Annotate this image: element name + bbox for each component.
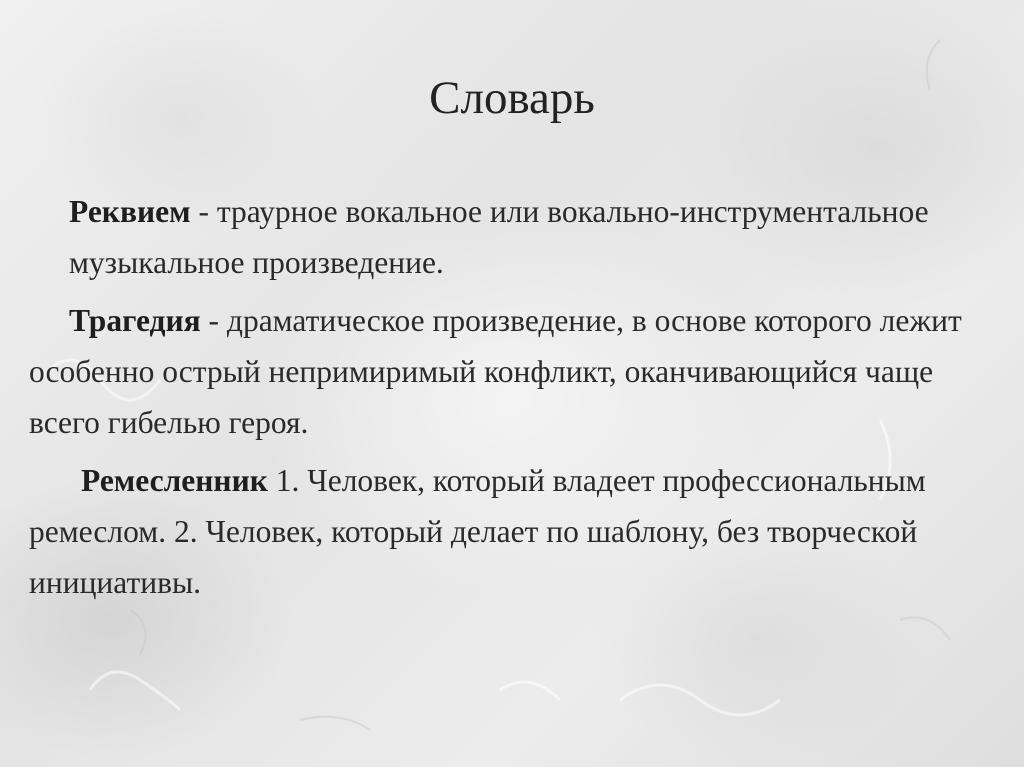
glossary-separator [268,463,276,498]
glossary-definition: драматическое произведение, в основе которого лежит особенно острый непримиримый конфликт, оканчивающийся чаще всего гибелью героя. [29,303,962,440]
glossary-separator: - [200,303,227,338]
glossary-term: Ремесленник [81,463,268,498]
glossary-definition: 1. Человек, который владеет профессиональным ремеслом. 2. Человек, который делает по шаблону, без творческой инициативы. [29,463,926,600]
glossary-separator: - [190,194,217,229]
glossary-term: Реквием [69,194,191,229]
glossary-entry [29,455,989,608]
glossary-entry [29,295,989,448]
slide-title: Словарь [429,72,595,124]
glossary-entry [29,186,989,288]
glossary [29,186,989,615]
glossary-definition: траурное вокальное или вокально-инструментальное музыкальное произведение. [69,194,929,280]
glossary-term: Трагедия [69,303,201,338]
